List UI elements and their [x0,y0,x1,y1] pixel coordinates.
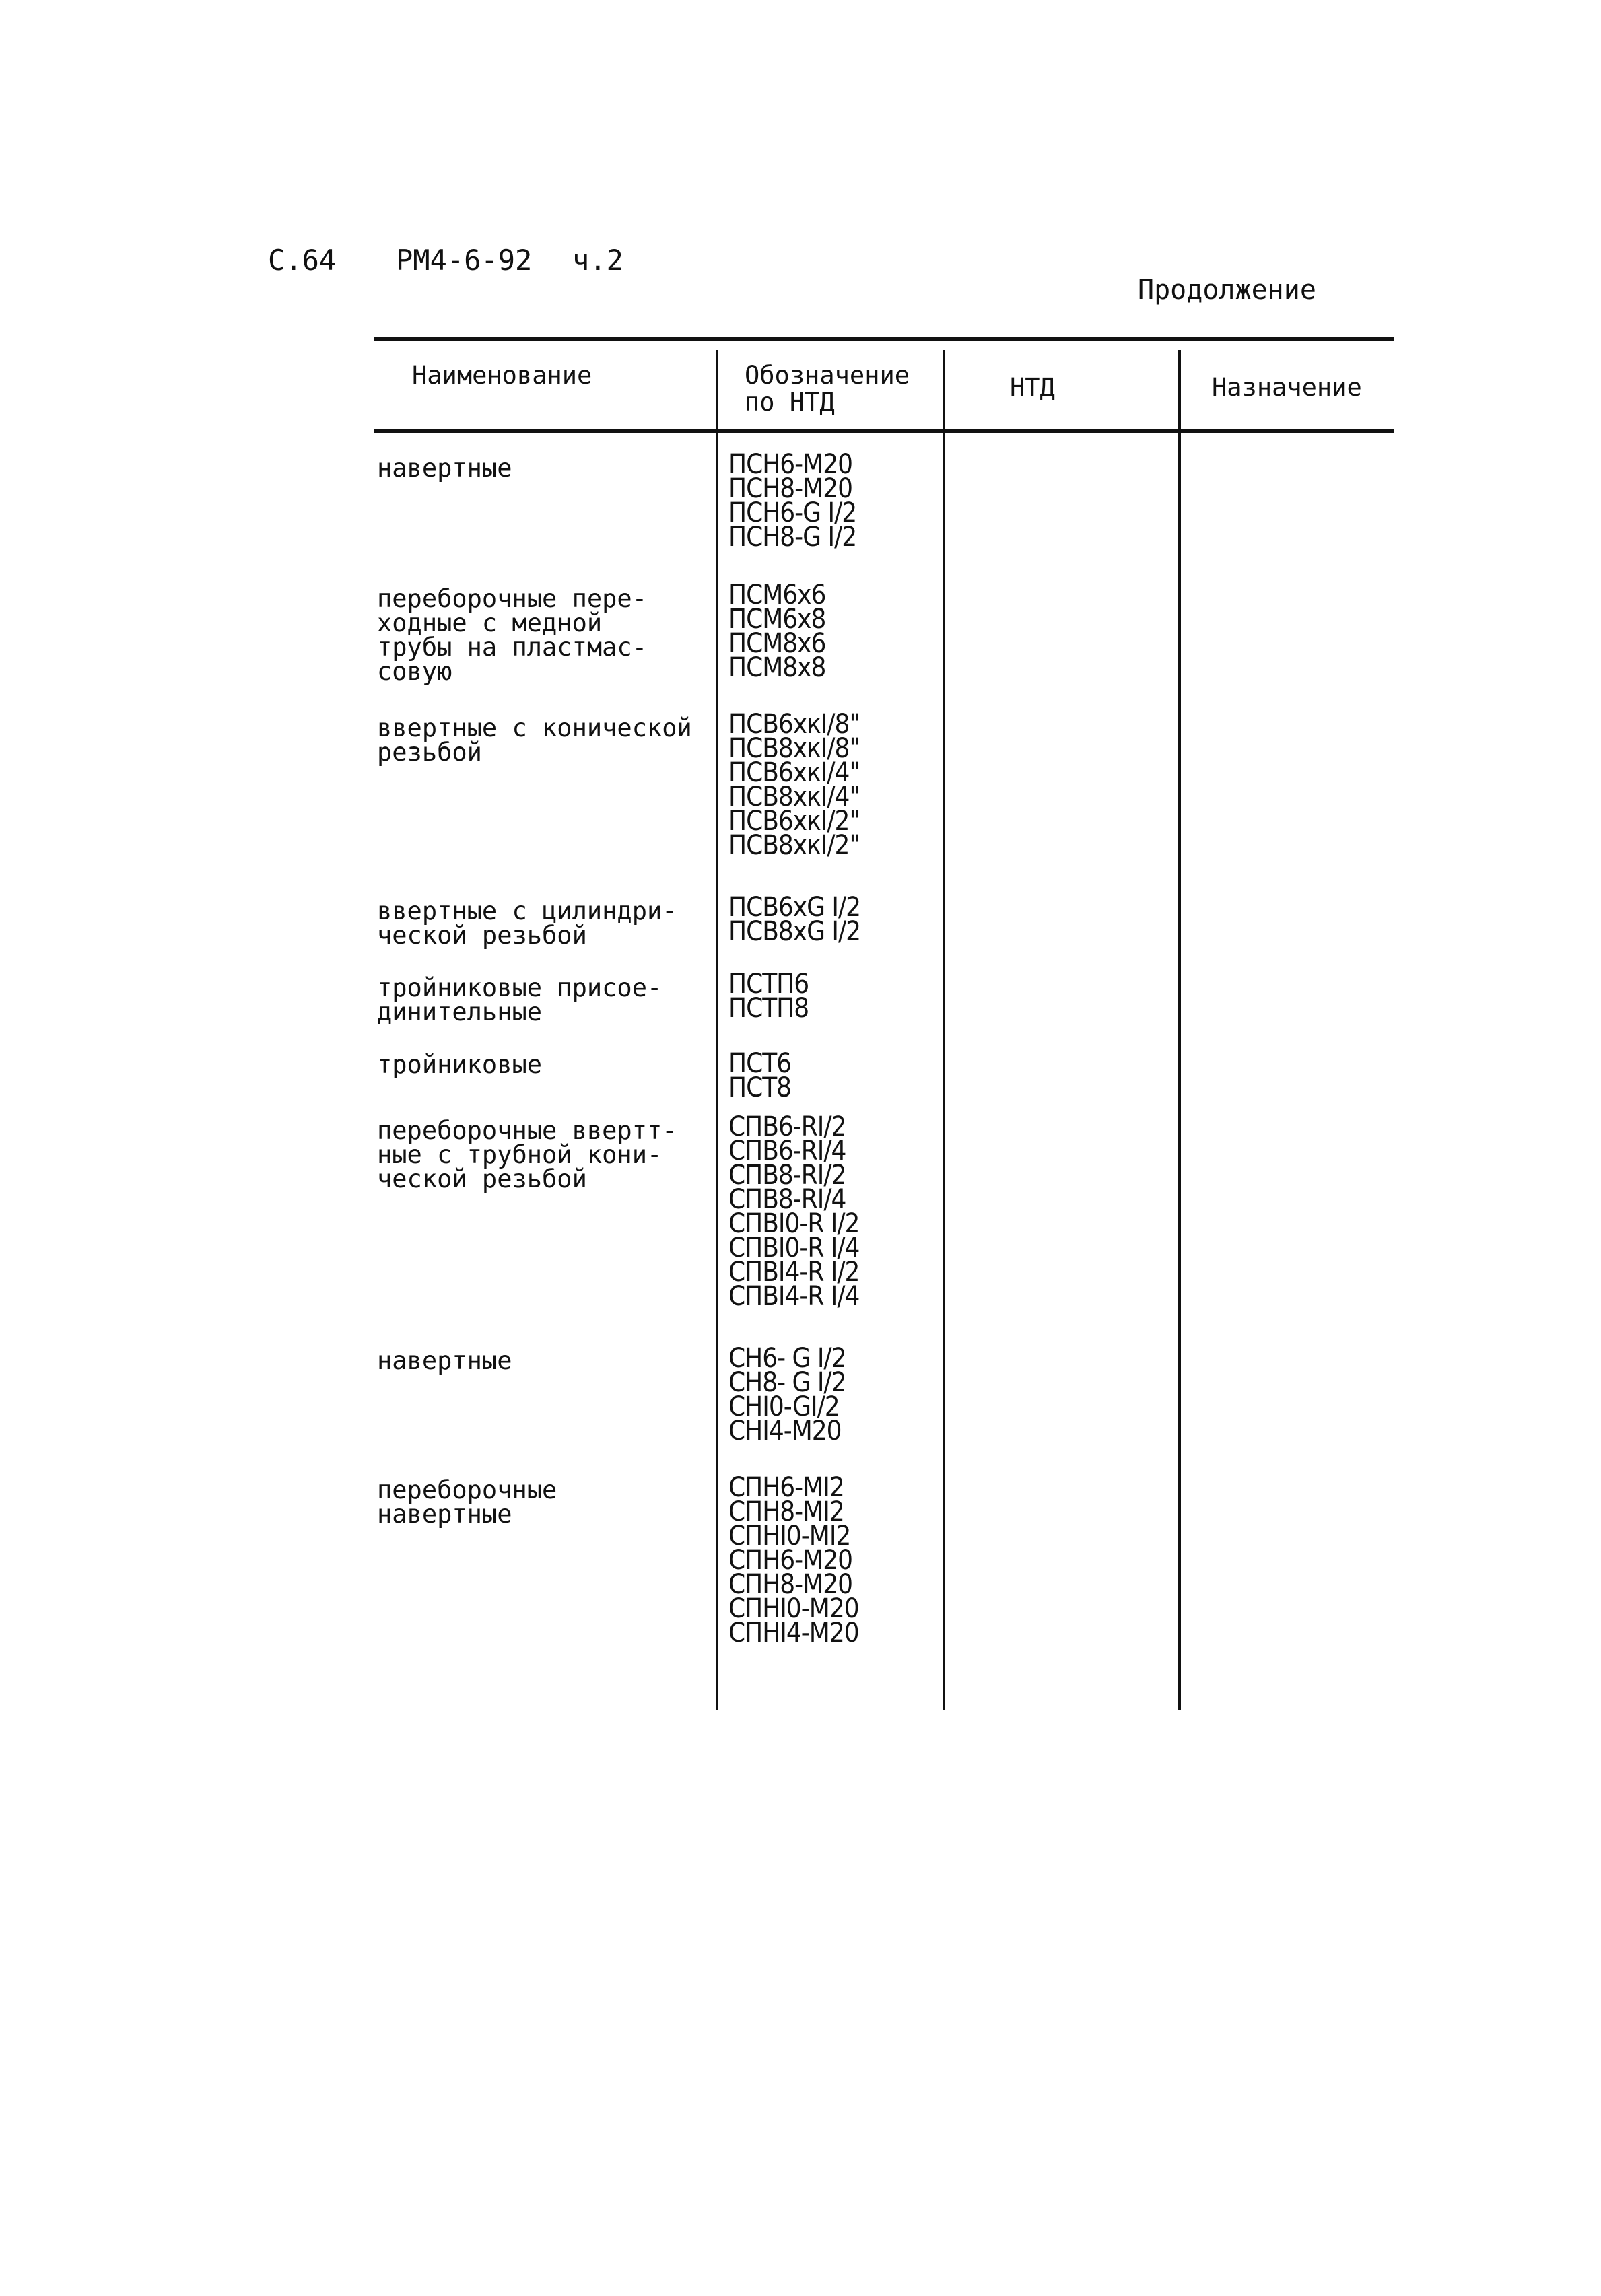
row-name: навертные [377,1346,512,1375]
page-reference: С.64 [268,244,337,277]
document-reference: РМ4-6-92 [396,244,533,277]
row-designations: СПН6-МI2 СПН8-МI2 СПНI0-МI2 СПН6-М20 СПН8-М20 СПНI0-М20 СПНI4-М20 [728,1472,859,1648]
row-name: тройниковые [377,1050,543,1079]
row-designations: СПВ6-RI/2 СПВ6-RI/4 СПВ8-RI/2 СПВ8-RI/4 СПВI0-R I/2 СПВI0-R I/4 СПВI4-R I/2 СПВI4-R I/4 [728,1111,860,1312]
column-divider-3 [1178,350,1181,1710]
table-header-rule [374,429,1394,433]
row-name: переборочные пере- ходные с медной трубы на пластмас- совую [377,584,647,686]
continuation-label: Продолжение [1138,275,1316,306]
row-designations: ПСТ6 ПСТ8 [728,1048,792,1103]
row-designations: ПСВ6хкI/8" ПСВ8хкI/8" ПСВ6хкI/4" ПСВ8хкI/4" ПСВ6хкI/2" ПСВ8хкI/2" [728,709,860,861]
column-header-designation: Обозначение по НТД [745,361,910,417]
row-name: навертные [377,454,512,483]
column-header-purpose: Назначение [1212,373,1362,402]
row-designations: СН6- G I/2 СН8- G I/2 СНI0-GI/2 СНI4-М20 [728,1343,846,1447]
row-name: переборочные ввертт- ные с трубной кони- ческой резьбой [377,1116,677,1193]
column-header-name: Наименование [412,361,592,390]
column-divider-1 [716,350,718,1710]
part-reference: ч.2 [572,244,623,277]
column-header-ntd: НТД [1010,373,1055,402]
row-designations: ПСТП6 ПСТП8 [728,969,809,1024]
row-name: тройниковые присое- динительные [377,973,662,1027]
row-designations: ПСМ6х6 ПСМ6х8 ПСМ8х6 ПСМ8х8 [728,580,826,683]
row-name: ввертные с цилиндри- ческой резьбой [377,897,677,950]
row-name: ввертные с конической резьбой [377,714,692,767]
column-divider-2 [943,350,945,1710]
row-name: переборочные навертные [377,1475,557,1529]
row-designations: ПСВ6хG I/2 ПСВ8хG I/2 [728,892,861,947]
table-top-rule [374,337,1394,341]
row-designations: ПСН6-М20 ПСН8-М20 ПСН6-G I/2 ПСН8-G I/2 [728,449,857,553]
